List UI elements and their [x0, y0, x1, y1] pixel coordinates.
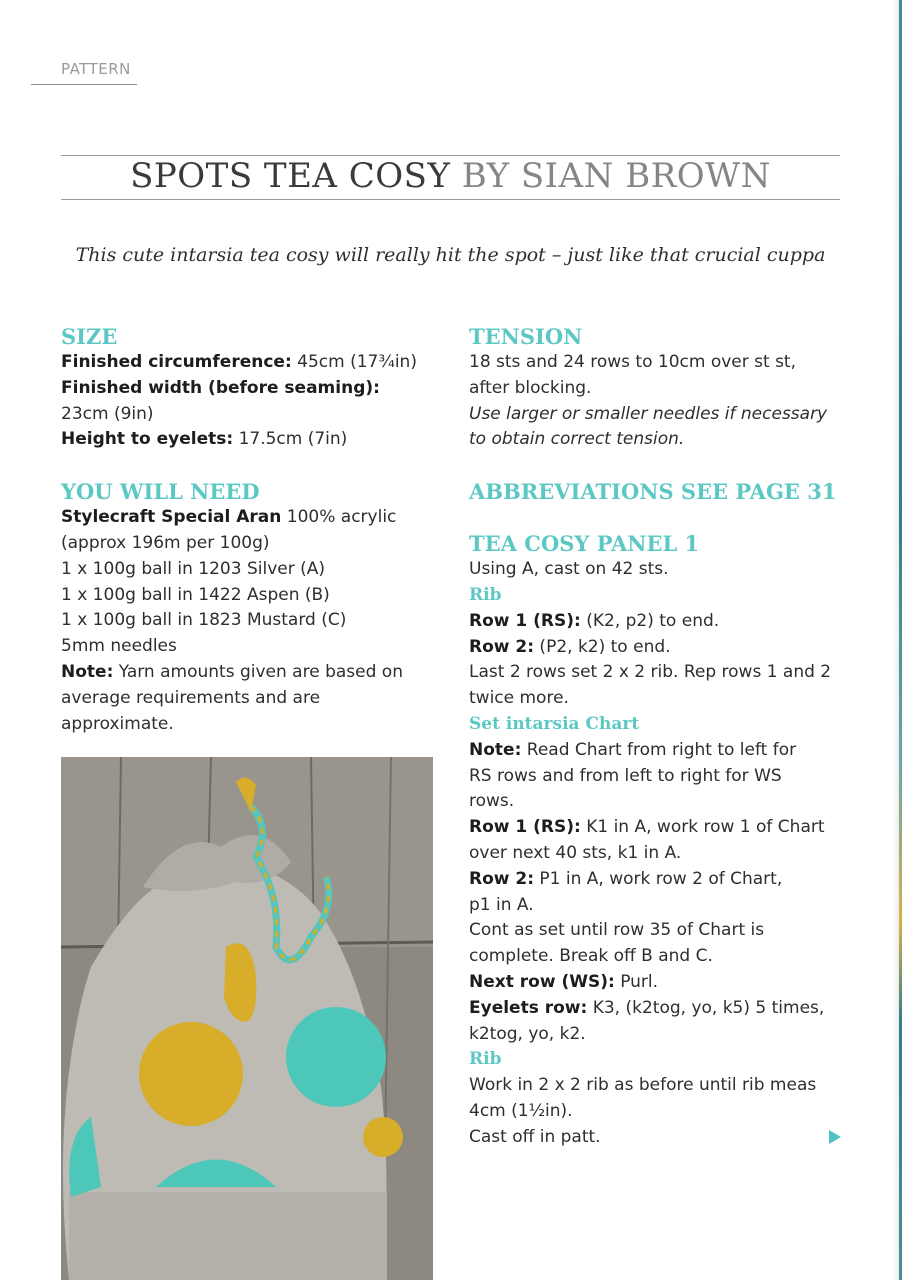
intarsia-row-1: Row 1 (RS): K1 in A, work row 1 of Chart over next 40 sts, k1 in A. — [469, 817, 825, 863]
rib-subheading: Rib — [469, 584, 502, 605]
you-will-need-heading: YOU WILL NEED — [61, 479, 260, 505]
left-column — [61, 324, 436, 737]
materials-line: 1 x 100g ball in 1823 Mustard (C) — [61, 610, 347, 631]
abbreviations-heading: ABBREVIATIONS SEE PAGE 31 — [469, 479, 837, 505]
materials-line: 1 x 100g ball in 1203 Silver (A) — [61, 558, 325, 579]
chart-note: Note: Read Chart from right to left for RS rows and from left to right for WS rows. — [469, 739, 797, 812]
cast-off: Cast off in patt. — [469, 1126, 601, 1147]
size-heading: SIZE — [61, 324, 118, 349]
continue-text: Cont as set until row 35 of Chart is complete. Break off B and C. — [469, 920, 765, 967]
tea-cosy-photo — [61, 757, 433, 1280]
next-row: Next row (WS): Purl. — [469, 971, 659, 992]
section-label: PATTERN — [61, 60, 131, 78]
yarn-line: Stylecraft Special Aran 100% acrylic — [61, 507, 397, 528]
rib-set: Last 2 rows set 2 x 2 rib. Rep rows 1 and 2 twice more. — [469, 662, 832, 709]
right-column — [469, 324, 839, 1151]
page-title — [61, 156, 840, 196]
rib-row-1: Row 1 (RS): (K2, p2) to end. — [469, 610, 720, 631]
title-byline: BY SIAN BROWN — [461, 156, 771, 196]
size-width: Finished width (before seaming): 23cm (9in) — [61, 377, 380, 424]
continue-arrow-icon — [829, 1130, 841, 1144]
intarsia-subheading: Set intarsia Chart — [469, 713, 640, 734]
standfirst: This cute intarsia tea cosy will really hit the spot – just like that crucial cuppa — [75, 244, 826, 266]
section-rule — [31, 84, 137, 85]
tension-text: 18 sts and 24 rows to 10cm over st st, after blocking. — [469, 352, 797, 398]
panel-heading: TEA COSY PANEL 1 — [469, 531, 700, 557]
size-height: Height to eyelets: 17.5cm (7in) — [61, 429, 348, 450]
materials-note: Note: Yarn amounts given are based on average requirements and are approximate. — [61, 661, 403, 734]
rib-2-text: Work in 2 x 2 rib as before until rib meas 4cm (1½in). — [469, 1075, 817, 1121]
intarsia-row-2: Row 2: P1 in A, work row 2 of Chart, p1 in A. — [469, 868, 783, 915]
title-main: SPOTS TEA COSY — [130, 156, 451, 196]
cast-on: Using A, cast on 42 sts. — [469, 559, 669, 580]
materials-line: 1 x 100g ball in 1422 Aspen (B) — [61, 584, 330, 605]
rib-2-subheading: Rib — [469, 1049, 502, 1070]
materials-line: (approx 196m per 100g) — [61, 532, 270, 553]
tea-cosy-photo-illustration — [61, 757, 433, 1280]
title-rule-bottom — [61, 199, 840, 200]
materials-line: 5mm needles — [61, 636, 177, 657]
rib-row-2: Row 2: (P2, k2) to end. — [469, 636, 671, 657]
tension-note: Use larger or smaller needles if necessary to obtain correct tension. — [469, 403, 828, 450]
eyelets-row: Eyelets row: K3, (k2tog, yo, k5) 5 times, k2tog, yo, k2. — [469, 997, 825, 1044]
size-circumference: Finished circumference: 45cm (17¾in) — [61, 352, 417, 372]
tension-heading: TENSION — [469, 324, 583, 349]
